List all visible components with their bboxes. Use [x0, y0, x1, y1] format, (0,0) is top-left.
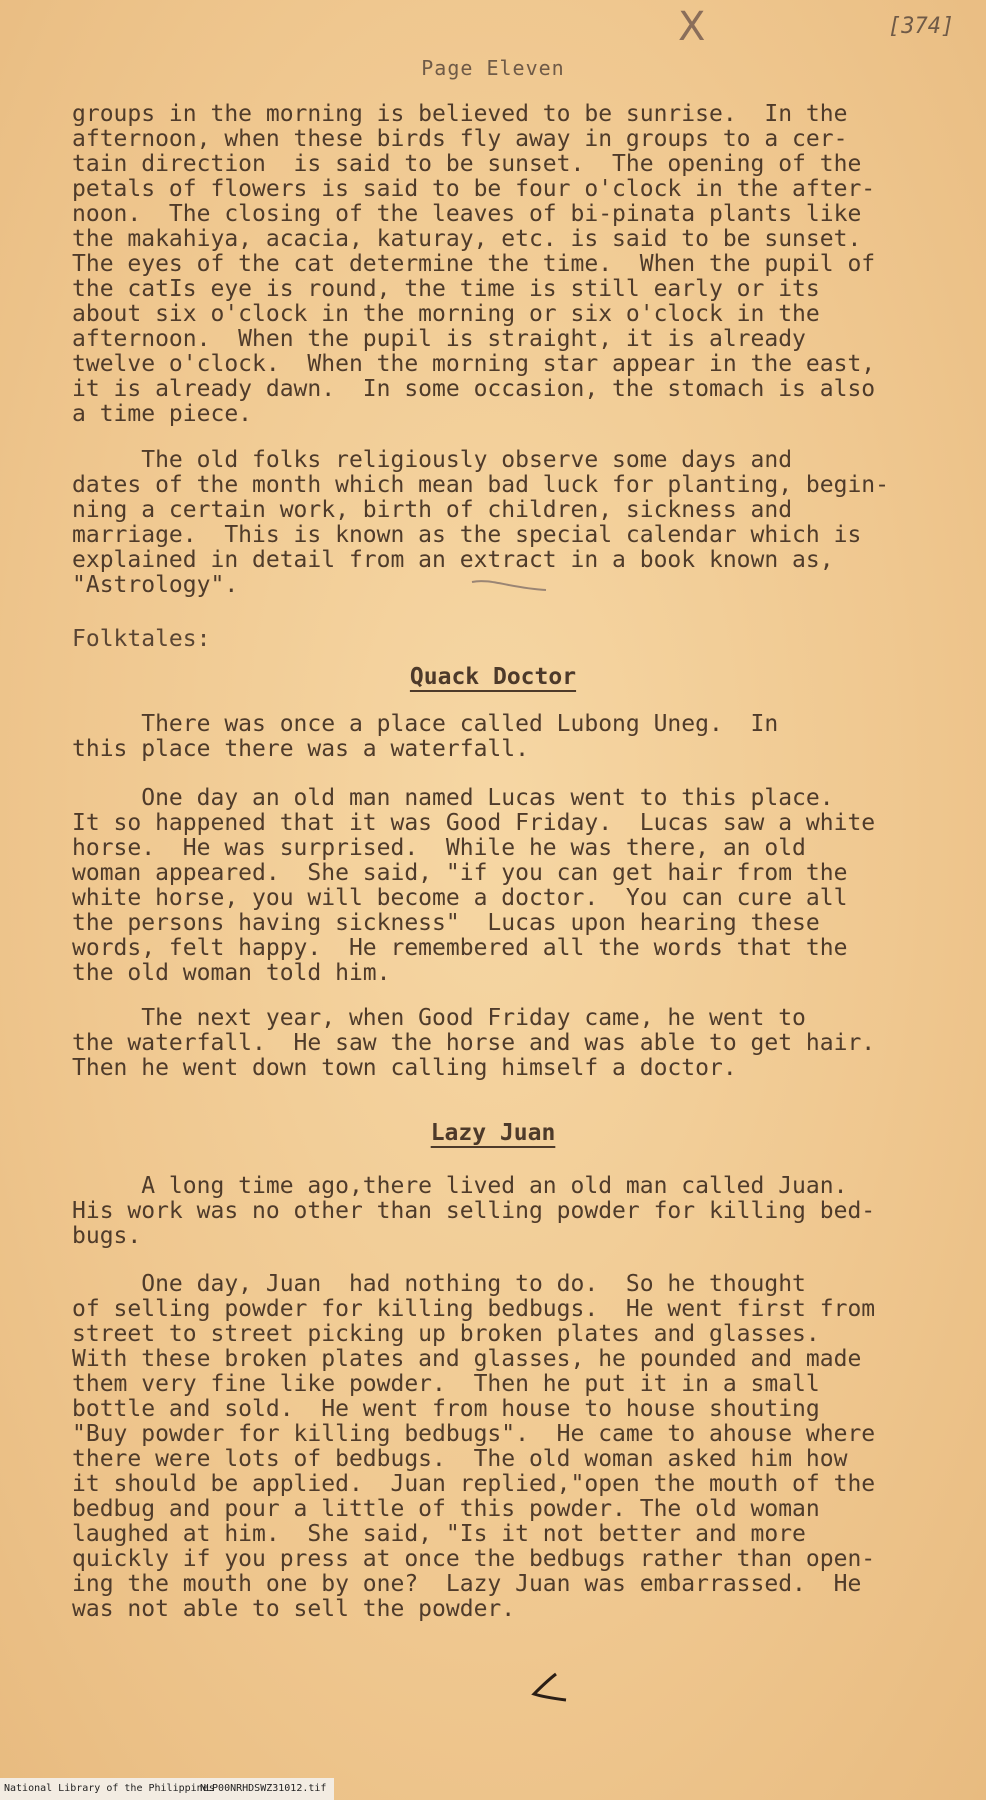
- page-number: [374]: [888, 14, 955, 39]
- ink-scribble-mark: [520, 1670, 580, 1710]
- paragraph-time-signs: groups in the morning is believed to be sunrise. In the afternoon, when these birds fly away in groups to a cer- tain direction is said to be sunset. The opening of the petals of flowers is said to be four o'clock in the after- noon. The closing of the leaves of bi-pinata plants like the makahiya, acacia, katuray, etc. is said to be sunset. The eyes of the cat determine the time. When the pupil of the catIs eye is round, the time is still early or its about six o'clock in the morning or six o'clock in the afternoon. When the pupil is straight, it is already twelve o'clock. When the morning star appear in the east, it is already dawn. In some occasion, the stomach is also a time piece.: [72, 101, 876, 427]
- paragraph-lazy-juan-1: A long time ago,there lived an old man called Juan. His work was no other than selling powder for killing bed- bugs.: [72, 1173, 876, 1249]
- ink-smudge-mark: [470, 574, 550, 594]
- paragraph-lazy-juan-2: One day, Juan had nothing to do. So he thought of selling powder for killing bedbugs. He went first from street to street picking up broken plates and glasses. With these broken plates and glasses, he pounded and made them very fine like powder. Then he put it in a small bottle and sold. He went from house to house shouting "Buy powder for killing bedbugs". He came to ahouse where there were lots of bedbugs. The old woman asked him how it should be applied. Juan replied,"open the mouth of the bedbug and pour a little of this powder. The old woman laughed at him. She said, "Is it not better and more quickly if you press at once the bedbugs rather than open- ing the mouth one by one? Lazy Juan was embarrassed. He was not able to sell the powder.: [72, 1271, 876, 1622]
- page-label: Page Eleven: [421, 56, 565, 80]
- section-label-folktales: Folktales:: [72, 626, 211, 652]
- footer-filename: NLP00NRHDSWZ31012.tif: [200, 1783, 327, 1794]
- paragraph-quack-doctor-3: The next year, when Good Friday came, he went to the waterfall. He saw the horse and was able to get hair. Then he went down town calling himself a doctor.: [72, 1005, 876, 1081]
- handwritten-x-mark: X: [678, 4, 706, 50]
- paragraph-special-calendar: The old folks religiously observe some days and dates of the month which mean bad luck for planting, begin- ning a certain work, birth of children, sickness and marriage. This is known as the special calendar which is explained in detail from an extract in a book known as, "Astrology".: [72, 447, 889, 598]
- footer-credit: National Library of the Philippines: [0, 1778, 334, 1800]
- story-title-quack-doctor: Quack Doctor: [409, 664, 577, 690]
- paragraph-quack-doctor-2: One day an old man named Lucas went to this place. It so happened that it was Good Friday. Lucas saw a white horse. He was surprised. While he was there, an old woman appeared. She said, "if you can get hair from the white horse, you will become a doctor. You can cure all the persons having sickness" Lucas upon hearing these words, felt happy. He remembered all the words that the the old woman told him.: [72, 785, 876, 986]
- paragraph-quack-doctor-1: There was once a place called Lubong Uneg. In this place there was a waterfall.: [72, 711, 779, 762]
- story-title-lazy-juan: Lazy Juan: [430, 1120, 556, 1146]
